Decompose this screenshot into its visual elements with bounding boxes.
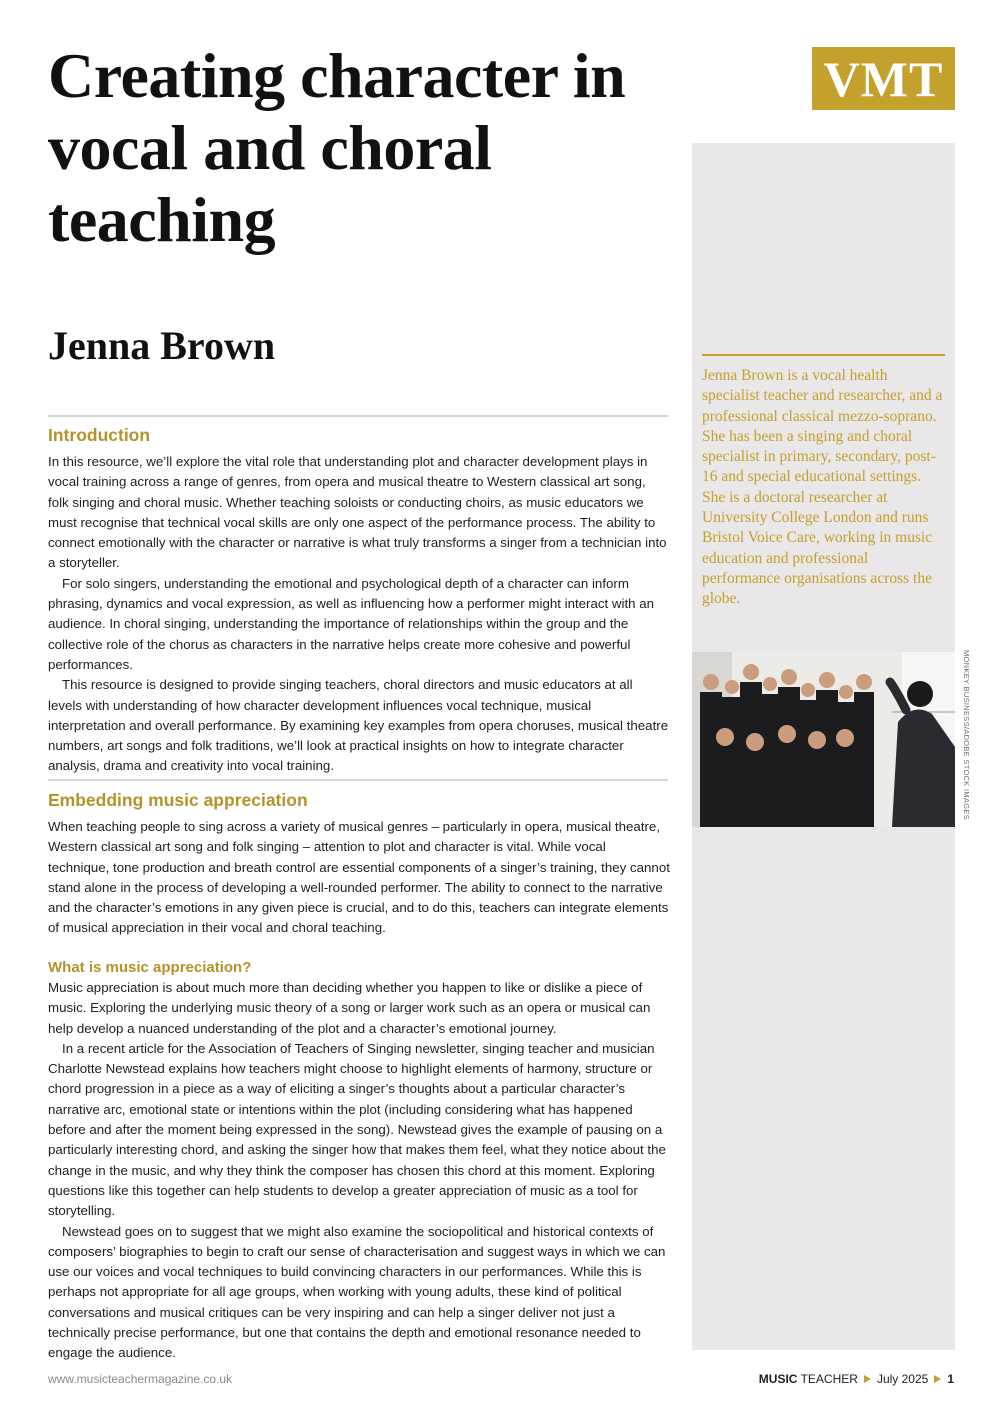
page-number: 1 (947, 1372, 954, 1386)
triangle-arrow-icon (864, 1375, 871, 1383)
choir-illustration (692, 652, 955, 827)
paragraph: Music appreciation is about much more than deciding whether you happen to like or dislike a piece of music. Exploring the underlying music theory of a song or larger work such as an opera or musical can help develop a nuanced understanding of the plot and a character’s emotional journey. (48, 980, 651, 1036)
footer-website-link[interactable]: www.musicteachermagazine.co.uk (48, 1372, 233, 1386)
article-title: Creating character in vocal and choral teaching (48, 40, 626, 255)
bio-divider (702, 354, 945, 356)
heading-what-is-music-appreciation: What is music appreciation? (48, 959, 252, 976)
paragraph: When teaching people to sing across a variety of musical genres – particularly in opera, musical theatre, Western classical art song and folk singing – attention to plot and character is vital. While vocal technique, tone production and breath control are essential components of a singer’s training, they cannot stand alone in the process of developing a well-rounded performer. The ability to connect to the narrative and the character’s emotions in any given piece is crucial, and to do this, teachers can integrate elements of musical appreciation in their vocal and choral teaching. (48, 819, 670, 936)
triangle-arrow-icon (934, 1375, 941, 1383)
paragraph: For solo singers, understanding the emotional and psychological depth of a character can inform phrasing, dynamics and vocal expression, as well as influencing how a performer might interact with an audience. In choral singing, understanding the importance of relationships within the group and the collective role of the chorus as characters in the narrative helps create more cohesive and powerful performances. (48, 575, 655, 672)
what-is-body (48, 978, 670, 1364)
author-bio: Jenna Brown is a vocal health specialist teacher and researcher, and a professional classical mezzo-soprano. She has been a singing and choral specialist in primary, secondary, post-16 and special educational settings. She is a doctoral researcher at University College London and runs Bristol Voice Care, working in music education and professional performance organisations across the globe. (702, 367, 943, 608)
paragraph: In a recent article for the Association of Teachers of Singing newsletter, singing teacher and musician Charlotte Newstead explains how teachers might choose to highlight elements of harmony, structure or chord progression in a piece as a way of eliciting a singer’s thoughts about a particular character’s narrative arc, emotional state or intentions within the plot (including considering what has happened before and after the moment being expressed in the song). Newstead gives the example of pausing on a particularly interesting chord, and asking the singer how that makes them feel, what they notice about the change in the music, and why they think the composer has chosen this chord at this moment. Exploring questions like this together can help students to develop a greater appreciation of music as a tool for storytelling. (48, 1040, 666, 1219)
choir-photo (692, 652, 955, 827)
paragraph: Newstead goes on to suggest that we might also examine the sociopolitical and historical contexts of composers’ biographies to begin to craft our sense of characterisation and suggest ways in which we can use our voices and vocal techniques to build convincing characters in our performances. While this is perhaps not appropriate for all age groups, when working with young adults, these kind of political conversations and musical critiques can be very inspiring and can help a singer deliver not just a technically precise performance, but one that contains the depth and emotional resonance needed to engage the audience. (48, 1223, 666, 1361)
issue-date: July 2025 (876, 1372, 929, 1386)
heading-introduction: Introduction (48, 425, 151, 445)
introduction-body (48, 452, 670, 777)
magazine-name (759, 1372, 858, 1386)
embedding-body (48, 817, 670, 939)
paragraph: This resource is designed to provide singing teachers, choral directors and music educators at all levels with understanding of how character development influences vocal technique, musical interpretation and overall performance. By examining key examples from opera choruses, musical theatre numbers, art songs and folk traditions, we’ll look at practical insights on how to integrate character analysis, drama and creativity into vocal training. (48, 677, 669, 774)
author-name: Jenna Brown (48, 323, 276, 368)
footer-issue-info (759, 1372, 954, 1386)
paragraph: In this resource, we’ll explore the vital role that understanding plot and character development plays in vocal training across a range of genres, from opera and musical theatre to Western classical art song, folk singing and choral music. Whether teaching soloists or conducting choirs, as music educators we must recognise that technical vocal skills are only one aspect of the performance process. The ability to connect emotionally with the character or narrative is what truly transforms a singer from a technician into a storyteller. (48, 454, 667, 571)
photo-credit (961, 650, 971, 830)
magazine-name-bold: MUSIC (758, 1372, 798, 1386)
section-divider (48, 415, 668, 417)
photo-credit-text: MONKEY BUSINESS/ADOBE STOCK IMAGES (962, 650, 971, 820)
section-divider (48, 779, 668, 781)
vmt-logo: VMT (812, 47, 955, 110)
magazine-name-rest: TEACHER (797, 1372, 858, 1386)
heading-embedding-music-appreciation: Embedding music appreciation (48, 790, 308, 810)
